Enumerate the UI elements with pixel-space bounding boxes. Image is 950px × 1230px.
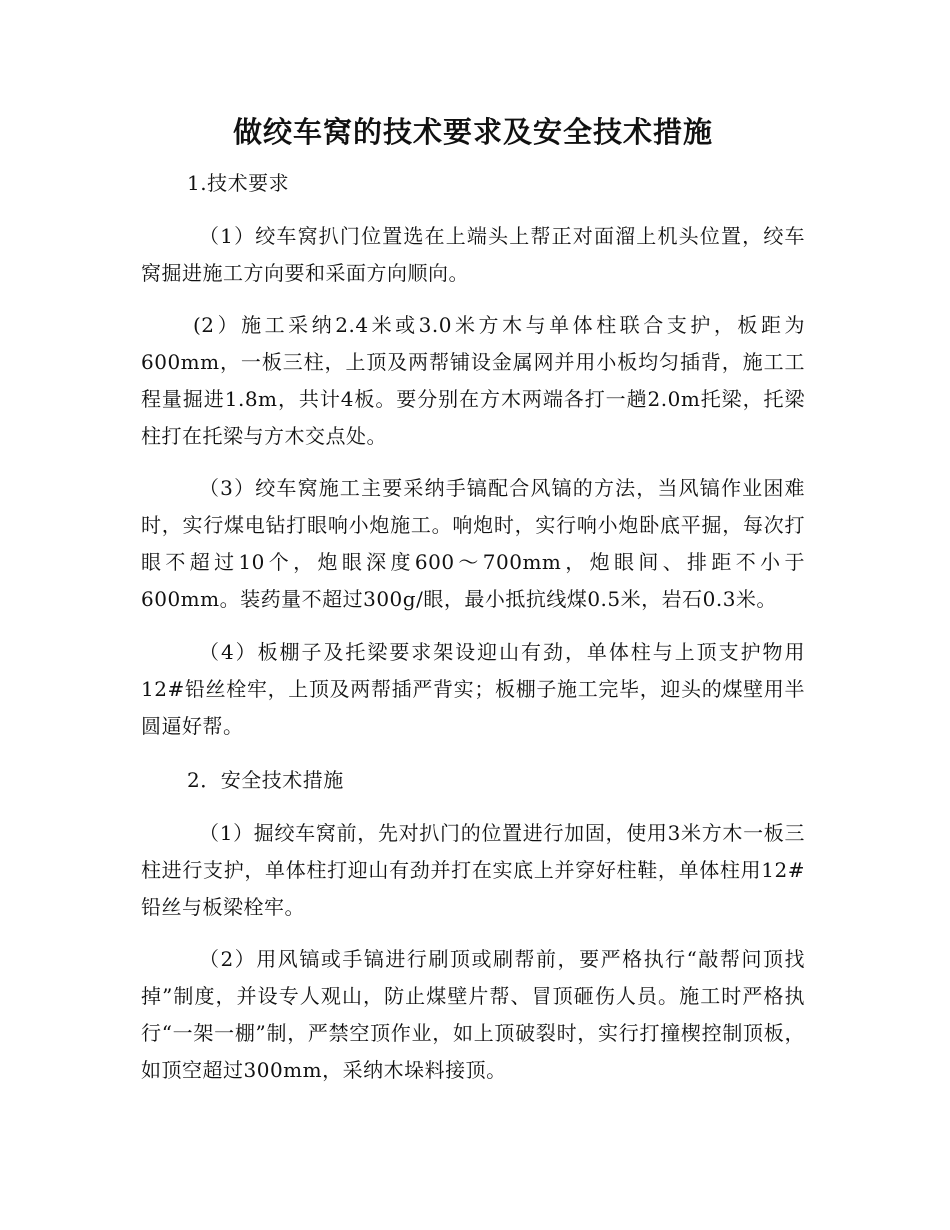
paragraph-safety-2: （2）用风镐或手镐进行刷顶或刷帮前，要严格执行“敲帮问顶找掉”制度，并设专人观山，防止煤壁片帮、冒顶砸伤人员。施工时严格执行“一架一棚”制，严禁空顶作业，如上顶破裂时，实行打撞楔控制顶板，如顶空超过300mm，采纳木垛料接顶。 [141,947,805,1082]
paragraph-safety-1: （1）掘绞车窝前，先对扒门的位置进行加固，使用3米方木一板三柱进行支护，单体柱打迎山有劲并打在实底上并穿好柱鞋，单体柱用12#铅丝与板梁栓牢。 [141,821,805,919]
section-heading-safety-measures: 2．安全技术措施 [187,768,344,792]
paragraph-tech-1: （1）绞车窝扒门位置选在上端头上帮正对面溜上机头位置，绞车窝掘进施工方向要和采面方向顺向。 [141,224,805,285]
paragraph-tech-2: (2）施工采纳2.4米或3.0米方木与单体柱联合支护，板距为600mm，一板三柱，上顶及两帮铺设金属网并用小板均匀插背，施工工程量掘进1.8m，共计4板。要分别在方木两端各打一趟2.0m托梁，托梁柱打在托梁与方木交点处。 [141,313,805,448]
document-title: 做绞车窝的技术要求及安全技术措施 [232,115,713,149]
section-heading-technical-requirements: 1.技术要求 [187,171,290,195]
paragraph-tech-4: （4）板棚子及托梁要求架设迎山有劲，单体柱与上顶支护物用12#铅丝栓牢，上顶及两帮插严背实；板棚子施工完毕，迎头的煤壁用半圆逼好帮。 [141,640,805,738]
paragraph-tech-3: （3）绞车窝施工主要采纳手镐配合风镐的方法，当风镐作业困难时，实行煤电钻打眼响小炮施工。响炮时，实行响小炮卧底平掘，每次打眼不超过10个，炮眼深度600～700mm，炮眼间、排距不小于600mm。装药量不超过300g/眼，最小抵抗线煤0.5米，岩石0.3米。 [141,476,805,611]
